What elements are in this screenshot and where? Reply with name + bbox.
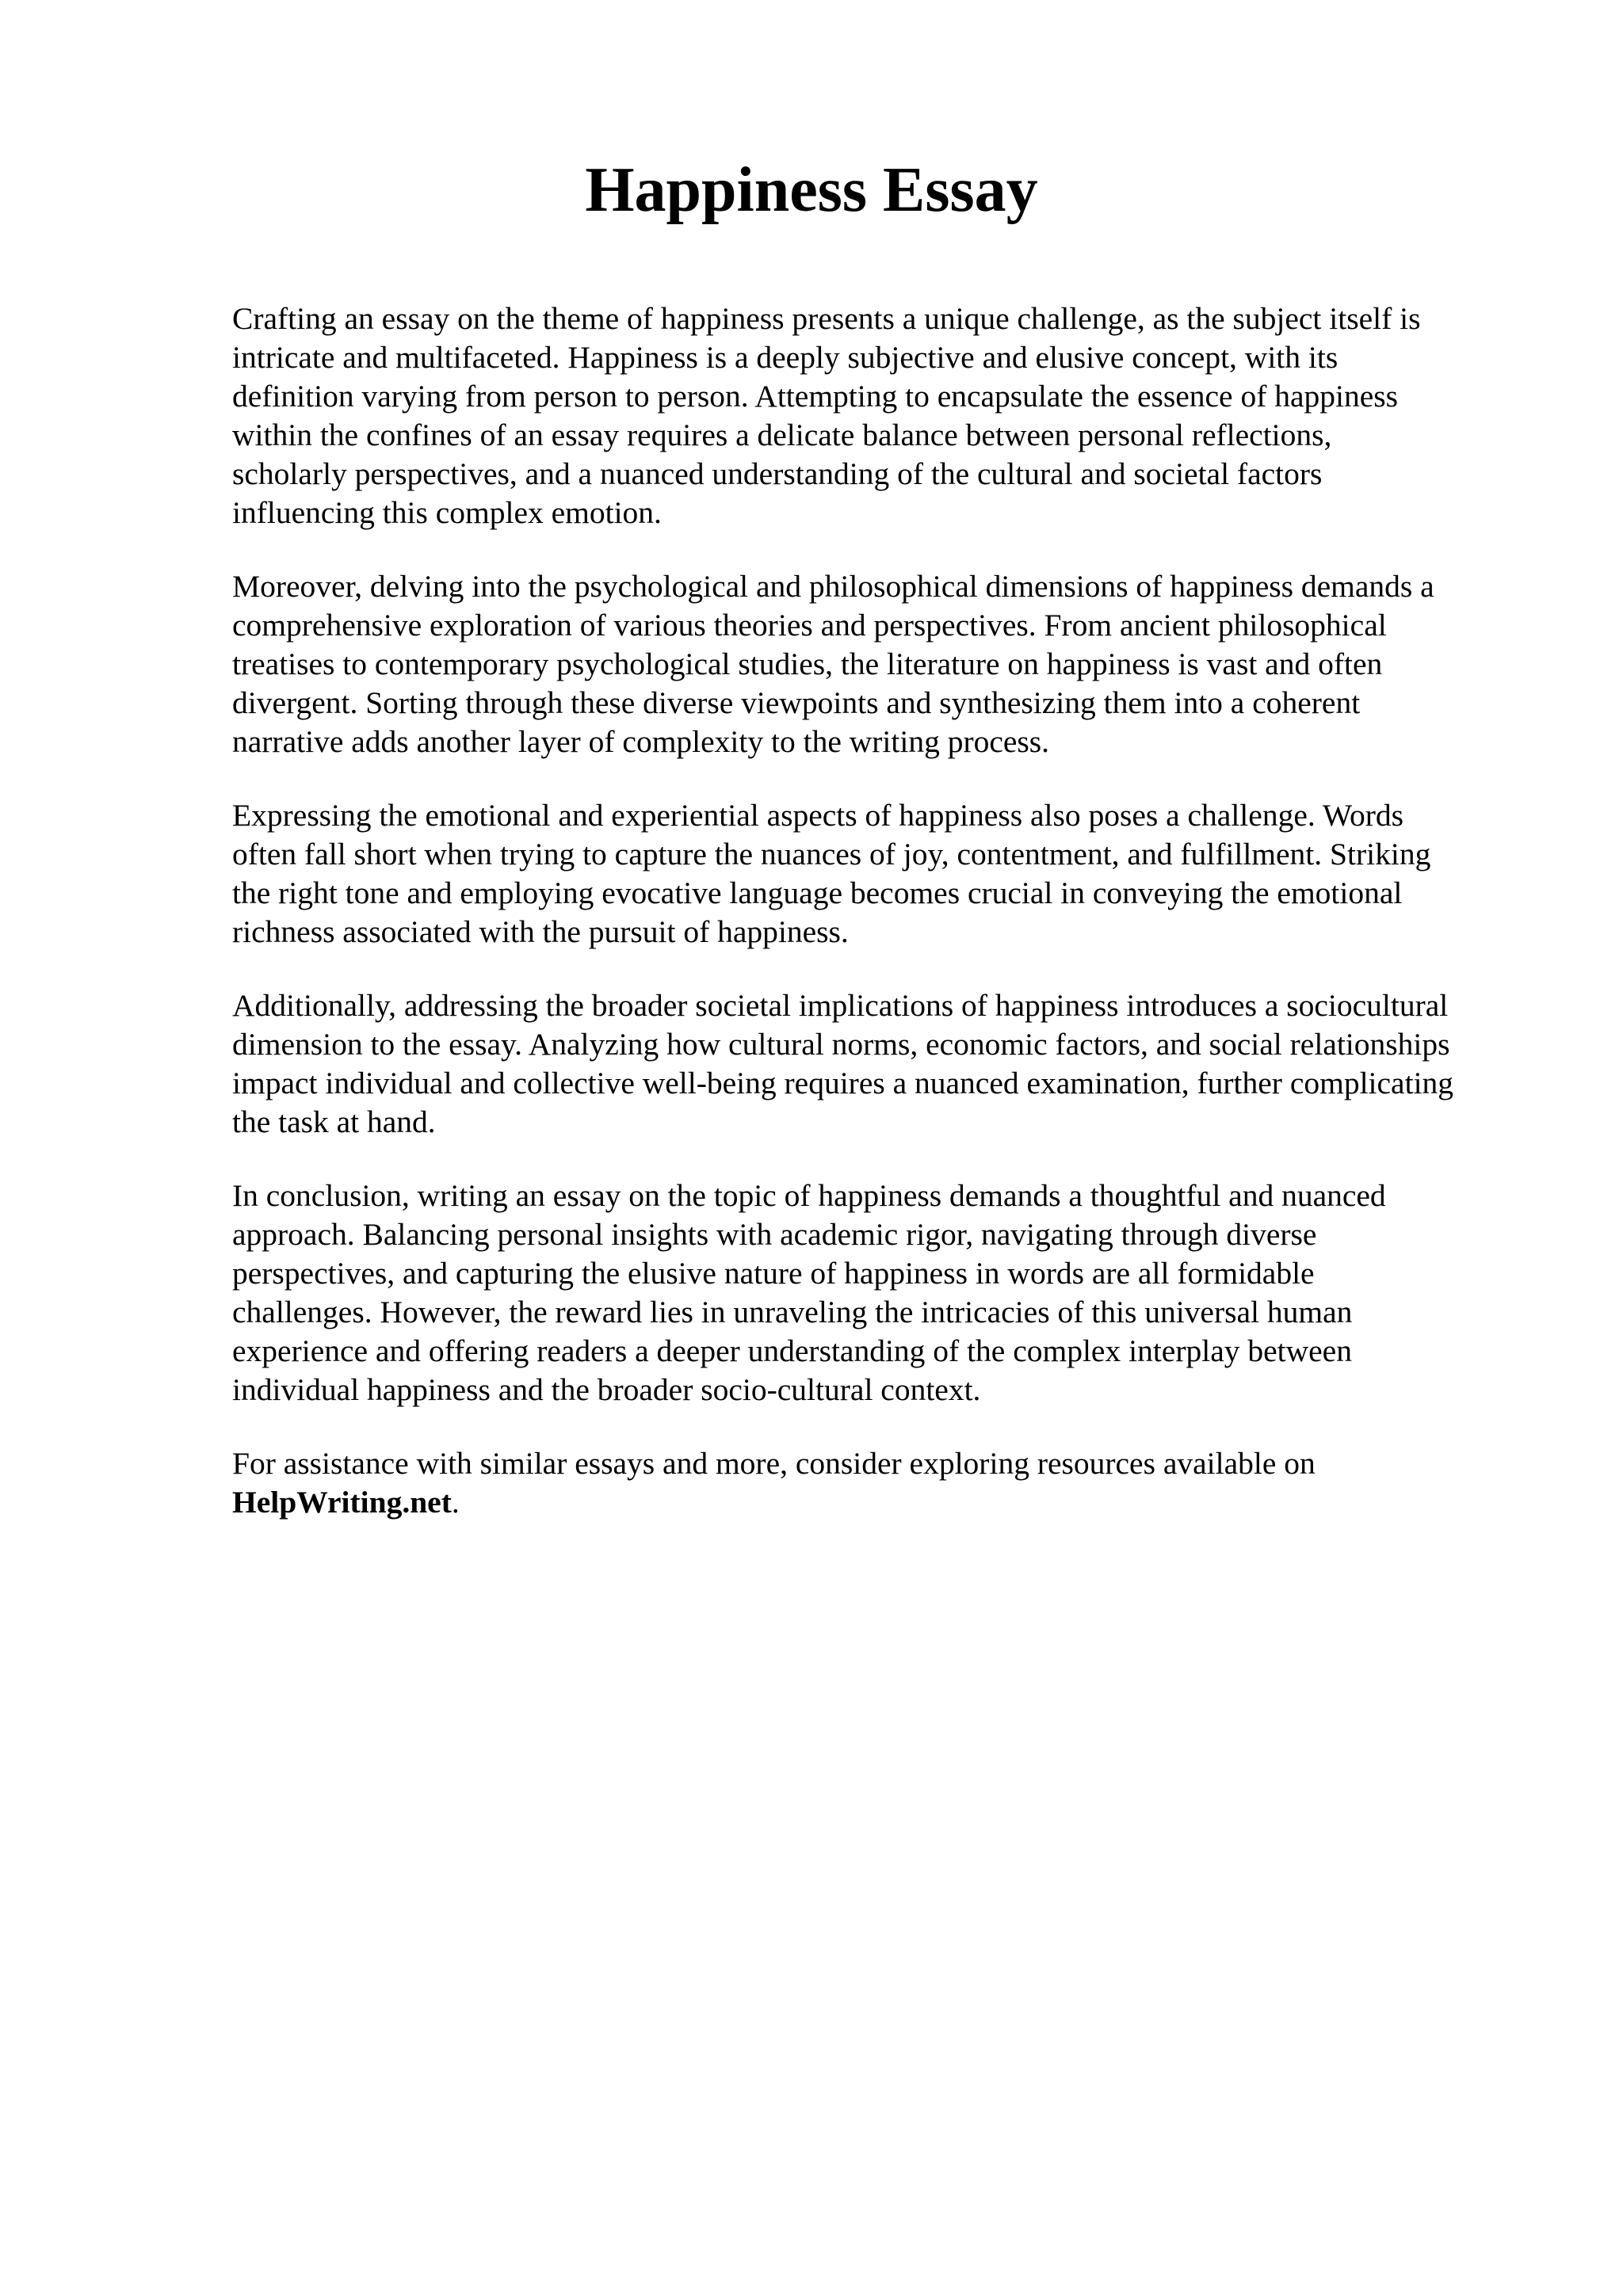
brand-line <box>232 1483 1532 1522</box>
paragraph-3 <box>232 796 1532 952</box>
text-line: individual happiness and the broader socio-cultural context. <box>232 1372 981 1407</box>
paragraph-2 <box>232 567 1532 761</box>
text-line: Moreover, delving into the psychological and philosophical dimensions of happiness demands a <box>232 569 1434 604</box>
text-line: For assistance with similar essays and more, consider exploring resources available on <box>232 1446 1316 1481</box>
page-title: Happiness Essay <box>585 155 1038 225</box>
text-line: within the confines of an essay requires a delicate balance between personal reflections, <box>232 418 1332 452</box>
paragraph-5 <box>232 1177 1532 1409</box>
text-line: impact individual and collective well-being requires a nuanced examination, further complicating <box>232 1066 1454 1100</box>
text-line: dimension to the essay. Analyzing how cultural norms, economic factors, and social relationships <box>232 1027 1450 1062</box>
text-line: richness associated with the pursuit of happiness. <box>232 914 849 949</box>
text-line: approach. Balancing personal insights with academic rigor, navigating through diverse <box>232 1217 1317 1252</box>
paragraph-4 <box>232 986 1532 1142</box>
text-line: the task at hand. <box>232 1104 436 1139</box>
paragraph-1 <box>232 299 1532 532</box>
text-line: Crafting an essay on the theme of happiness presents a unique challenge, as the subject itself is <box>232 301 1421 336</box>
essay-body <box>232 299 1532 1557</box>
text-line: narrative adds another layer of complexity to the writing process. <box>232 724 1050 759</box>
text-line: influencing this complex emotion. <box>232 495 662 530</box>
closing-paragraph <box>232 1444 1532 1522</box>
text-line: divergent. Sorting through these diverse viewpoints and synthesizing them into a coherent <box>232 685 1361 720</box>
text-line: often fall short when trying to capture the nuances of joy, contentment, and fulfillment. Striking <box>232 837 1431 871</box>
text-line: Expressing the emotional and experiential aspects of happiness also poses a challenge. Words <box>232 798 1404 833</box>
text-line: comprehensive exploration of various theories and perspectives. From ancient philosophical <box>232 608 1387 643</box>
text-line: intricate and multifaceted. Happiness is a deeply subjective and elusive concept, with its <box>232 340 1338 375</box>
brand-link[interactable]: HelpWriting.net <box>232 1485 452 1520</box>
text-line: treatises to contemporary psychological studies, the literature on happiness is vast and often <box>232 646 1383 681</box>
text-line: Additionally, addressing the broader societal implications of happiness introduces a sociocultural <box>232 988 1449 1023</box>
text-line: experience and offering readers a deeper understanding of the complex interplay between <box>232 1333 1352 1368</box>
text-line: scholarly perspectives, and a nuanced understanding of the cultural and societal factors <box>232 456 1323 491</box>
text-line: challenges. However, the reward lies in unraveling the intricacies of this universal human <box>232 1295 1353 1329</box>
text-line: perspectives, and capturing the elusive nature of happiness in words are all formidable <box>232 1256 1315 1291</box>
text-line: definition varying from person to person. Attempting to encapsulate the essence of happiness <box>232 379 1399 414</box>
text-line: In conclusion, writing an essay on the topic of happiness demands a thoughtful and nuanced <box>232 1178 1386 1213</box>
text-line: the right tone and employing evocative language becomes crucial in conveying the emotional <box>232 875 1403 910</box>
brand-suffix: . <box>451 1485 460 1520</box>
